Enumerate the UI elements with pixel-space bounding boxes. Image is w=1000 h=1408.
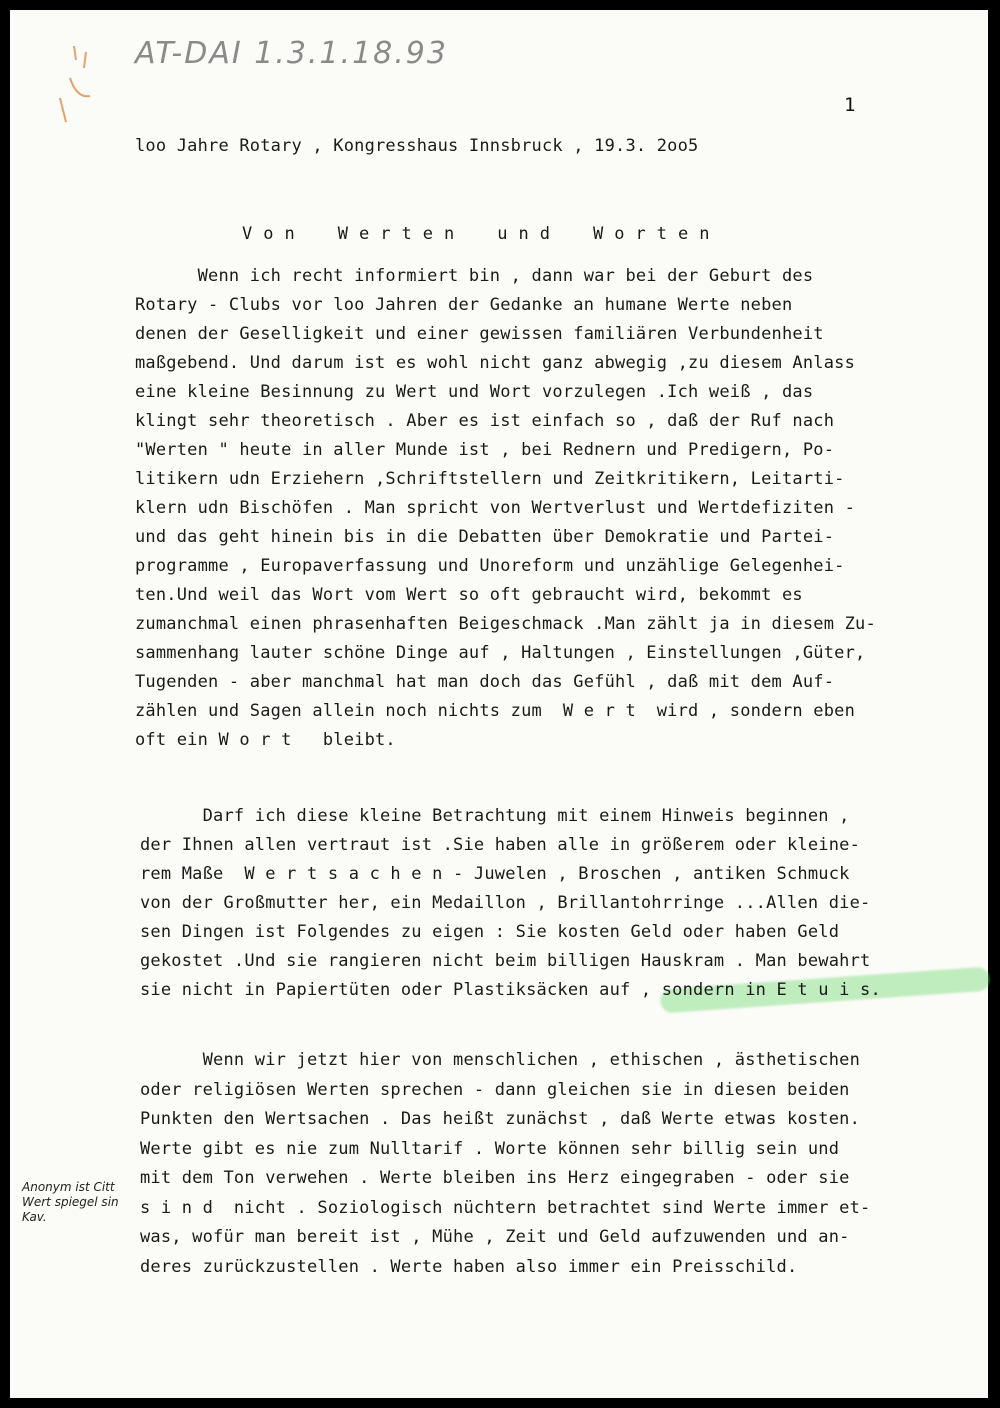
text-line: und das geht hinein bis in die Debatten über Demokratie und Partei-: [135, 527, 835, 547]
text-line: rem Maße W e r t s a c h e n - Juwelen , Broschen , antiken Schmuck: [140, 864, 850, 884]
text-line: eine kleine Besinnung zu Wert und Wort vorzulegen .Ich weiß , das: [135, 382, 814, 402]
text-line: s i n d nicht . Soziologisch nüchtern betrachtet sind Werte immer et-: [140, 1197, 871, 1218]
text-line: Punkten den Wertsachen . Das heißt zunächst , daß Werte etwas kosten.: [140, 1109, 861, 1129]
text-line: programme , Europaverfassung und Unoreform und unzählige Gelegenhei-: [135, 556, 845, 576]
text-line: gekostet .Und sie rangieren nicht beim billigen Hauskram . Man bewahrt: [140, 951, 871, 971]
text-line: denen der Geselligkeit und einer gewissen familiären Verbundenheit: [135, 324, 824, 344]
text-line: Rotary - Clubs vor loo Jahren der Gedanke an humane Werte neben: [135, 295, 793, 315]
text-line: sen Dingen ist Folgendes zu eigen : Sie kosten Geld oder haben Geld: [140, 922, 840, 942]
text-line: "Werten " heute in aller Munde ist , bei Rednern und Predigern, Po-: [135, 440, 835, 460]
text-line: klingt sehr theoretisch . Aber es ist einfach so , daß der Ruf nach: [135, 411, 835, 431]
text-line: Werte gibt es nie zum Nulltarif . Worte können sehr billig sein und: [140, 1138, 840, 1159]
text-line: zumanchmal einen phrasenhaften Beigeschmack .Man zählt ja in diesem Zu-: [135, 614, 876, 634]
text-line: mit dem Ton verwehen . Werte bleiben ins Herz eingegraben - oder sie: [140, 1168, 850, 1188]
text-line: Darf ich diese kleine Betrachtung mit einem Hinweis beginnen ,: [140, 806, 850, 826]
text-line: sie nicht in Papiertüten oder Plastiksäcken auf , sondern in E t u i s.: [140, 980, 881, 1000]
document-page: [10, 10, 988, 1398]
text-line: litikern udn Erziehern ,Schriftstellern und Zeitkritikern, Leitarti-: [135, 469, 845, 489]
archive-reference: AT-DAI 1.3.1.18.93: [135, 36, 448, 71]
text-line: oft ein W o r t bleibt.: [135, 730, 396, 750]
text-line: maßgebend. Und darum ist es wohl nicht ganz abwegig ,zu diesem Anlass: [135, 353, 856, 373]
text-line: ten.Und weil das Wort vom Wert so oft gebraucht wird, bekommt es: [135, 585, 803, 605]
header-line: loo Jahre Rotary , Kongresshaus Innsbruck , 19.3. 2oo5: [135, 136, 699, 156]
document-title: V o n W e r t e n u n d W o r t e n: [242, 224, 710, 244]
text-line: sammenhang lauter schöne Dinge auf , Haltungen , Einstellungen ,Güter,: [135, 643, 866, 663]
pencil-mark-icon: [40, 38, 100, 128]
text-line: zählen und Sagen allein noch nichts zum W e r t wird , sondern eben: [135, 701, 856, 721]
page-number: 1: [844, 94, 856, 116]
text-line: von der Großmutter her, ein Medaillon , Brillantohrringe ...Allen die-: [140, 893, 871, 913]
text-line: oder religiösen Werten sprechen - dann gleichen sie in diesen beiden: [140, 1079, 850, 1100]
text-line: deres zurückzustellen . Werte haben also immer ein Preisschild.: [140, 1256, 798, 1277]
text-line: der Ihnen allen vertraut ist .Sie haben alle in größerem oder kleine-: [140, 835, 861, 855]
text-line: Wenn ich recht informiert bin , dann war bei der Geburt des: [135, 266, 814, 286]
text-line: Wenn wir jetzt hier von menschlichen , ethischen , ästhetischen: [140, 1050, 861, 1070]
text-line: klern udn Bischöfen . Man spricht von Wertverlust und Wertdefiziten -: [135, 498, 856, 518]
text-line: Tugenden - aber manchmal hat man doch das Gefühl , daß mit dem Auf-: [135, 672, 835, 692]
text-line: was, wofür man bereit ist , Mühe , Zeit und Geld aufzuwenden und an-: [140, 1227, 850, 1247]
margin-note: Anonym ist Citt Wert spiegel sin Kav.: [22, 1180, 119, 1224]
